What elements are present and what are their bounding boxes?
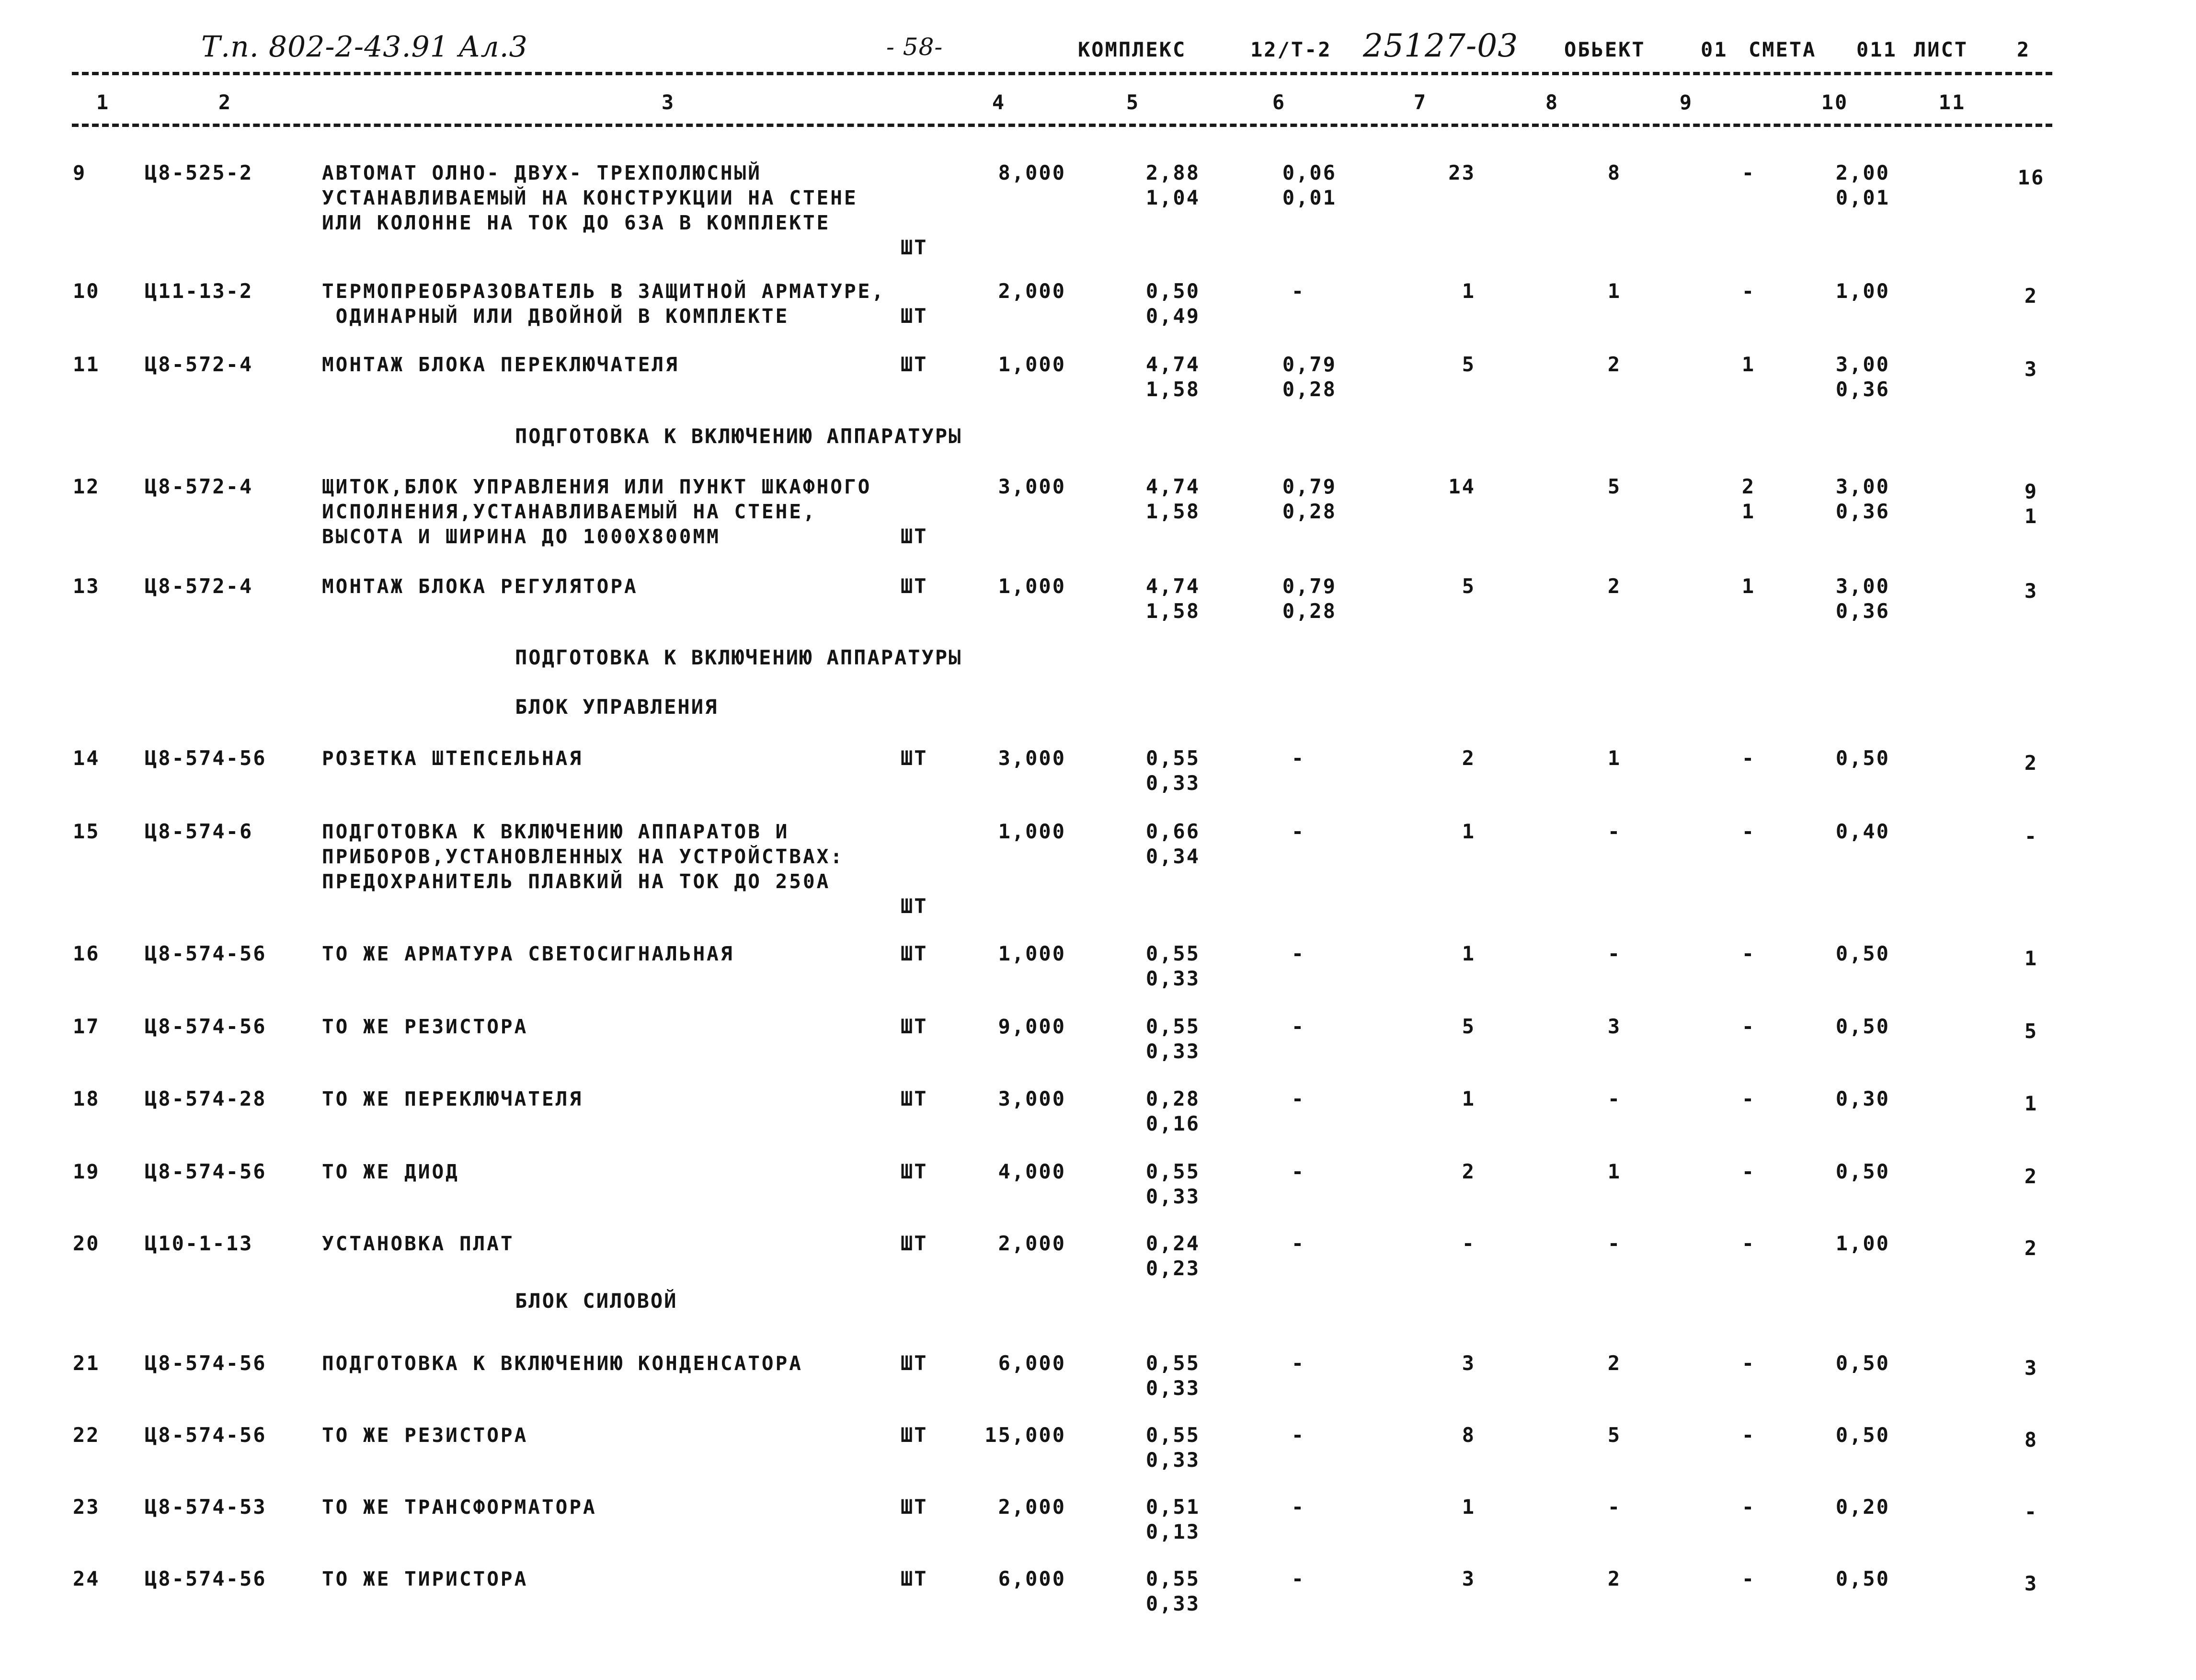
item-description: МОНТАЖ БЛОКА РЕГУЛЯТОРА [322,575,638,598]
unit-of-measure: ШТ [901,304,928,328]
col8-value: 5 [1607,1423,1622,1447]
col6-value: 0,28 [1282,599,1337,623]
col9-value: - [1741,1351,1756,1375]
cost-code: Ц11-13-2 [145,279,253,303]
cost-code: Ц8-574-56 [145,1567,267,1590]
complex-label: КОМПЛЕКС [1078,38,1187,61]
col5-value: 4,74 [1145,574,1200,598]
col6-value: 0,79 [1282,574,1337,598]
row-number: 11 [73,353,100,376]
item-description: ПОДГОТОВКА К ВКЛЮЧЕНИЮ АППАРАТОВ И [322,820,789,843]
section-heading: ПОДГОТОВКА К ВКЛЮЧЕНИЮ АППАРАТУРЫ [515,646,962,669]
item-description: ИЛИ КОЛОННЕ НА ТОК ДО 63А В КОМПЛЕКТЕ [322,211,831,234]
col7-value: 8 [1462,1423,1475,1447]
col8-value: 8 [1607,161,1622,184]
col9-value: 2 [1741,475,1756,498]
page-number: - 58- [886,33,943,61]
row-number: 21 [73,1351,100,1375]
col7-value: 5 [1462,353,1475,376]
column-header-10: 10 [1821,91,1849,114]
col8-value: - [1607,942,1622,965]
col7-value: 1 [1462,279,1475,303]
col10-value: 0,20 [1835,1495,1890,1519]
column-header-11: 11 [1938,91,1966,114]
section-heading: ПОДГОТОВКА К ВКЛЮЧЕНИЮ АППАРАТУРЫ [515,424,962,448]
col6-value: - [1291,1232,1305,1255]
col9-value: - [1741,161,1756,184]
col11-value: 3 [2024,1572,2038,1595]
col7-value: 1 [1462,820,1475,843]
col5-value: 0,33 [1145,1376,1200,1400]
quantity: 8,000 [998,161,1066,184]
item-description: ПРИБОРОВ,УСТАНОВЛЕННЫХ НА УСТРОЙСТВАХ: [322,845,844,868]
estimate-number: 011 [1856,38,1897,61]
row-number: 19 [73,1160,100,1183]
cost-code: Ц8-574-56 [145,746,267,770]
col5-value: 4,74 [1145,353,1200,376]
col11-value: 16 [2017,166,2045,189]
row-number: 13 [73,574,100,598]
row-number: 23 [73,1495,100,1519]
item-description: АВТОМАТ ОЛНО- ДВУХ- ТРЕХПОЛЮСНЫЙ [322,161,762,184]
col6-value: - [1291,1015,1305,1038]
cost-code: Ц8-574-56 [145,1351,267,1375]
cost-code: Ц8-574-6 [145,820,253,843]
unit-of-measure: ШТ [901,353,928,376]
col11-value: 3 [2024,1356,2038,1380]
col7-value: 3 [1462,1351,1475,1375]
quantity: 1,000 [998,353,1066,376]
unit-of-measure: ШТ [901,942,928,965]
col7-value: 1 [1462,1495,1475,1519]
col5-value: 0,55 [1145,746,1200,770]
col10-value: 0,36 [1835,377,1890,401]
col5-value: 0,24 [1145,1232,1200,1255]
cost-code: Ц8-574-56 [145,1423,267,1447]
quantity: 1,000 [998,942,1066,965]
col7-value: - [1462,1232,1475,1255]
col11-value: 2 [2024,1165,2038,1188]
document-reference: Т.п. 802-2-43.91 Ал.3 [201,30,528,64]
column-header-8: 8 [1545,91,1559,114]
col6-value: 0,79 [1282,475,1337,498]
item-description: ТО ЖЕ ТИРИСТОРА [322,1567,528,1590]
row-number: 16 [73,942,100,965]
item-description: ПОДГОТОВКА К ВКЛЮЧЕНИЮ КОНДЕНСАТОРА [322,1352,803,1375]
cost-code: Ц8-525-2 [145,161,253,184]
column-header-1: 1 [96,91,110,114]
col5-value: 0,33 [1145,1185,1200,1208]
col8-value: 2 [1607,353,1622,376]
item-description: ПРЕДОХРАНИТЕЛЬ ПЛАВКИЙ НА ТОК ДО 250А [322,870,831,893]
column-header-9: 9 [1679,91,1693,114]
cost-code: Ц8-572-4 [145,475,253,498]
col9-value: - [1741,1567,1756,1590]
header-rule-bottom [72,124,2052,127]
col5-value: 0,33 [1145,771,1200,795]
col5-value: 1,04 [1145,186,1200,209]
unit-of-measure: ШТ [901,1015,928,1038]
col6-value: - [1291,1160,1305,1183]
unit-of-measure: ШТ [901,1087,928,1110]
col8-value: 2 [1607,574,1622,598]
cost-code: Ц8-574-28 [145,1087,267,1110]
estimate-label: СМЕТА [1749,38,1817,61]
column-header-4: 4 [992,91,1006,114]
unit-of-measure: ШТ [901,236,928,259]
col5-value: 1,58 [1145,377,1200,401]
complex-code: 12/Т-2 [1250,38,1332,61]
col5-value: 0,33 [1145,1040,1200,1063]
column-header-3: 3 [661,91,675,114]
col6-value: - [1291,820,1305,843]
item-description: ТЕРМОПРЕОБРАЗОВАТЕЛЬ В ЗАЩИТНОЙ АРМАТУРЕ, [322,280,886,303]
col5-value: 1,58 [1145,500,1200,523]
col5-value: 0,13 [1145,1520,1200,1543]
col7-value: 2 [1462,746,1475,770]
col11-value: 2 [2024,1236,2038,1260]
item-description: МОНТАЖ БЛОКА ПЕРЕКЛЮЧАТЕЛЯ [322,353,679,376]
row-number: 15 [73,820,100,843]
col9-value: - [1741,1087,1756,1110]
col8-value: - [1607,1232,1622,1255]
col8-value: 2 [1607,1567,1622,1590]
item-description: РОЗЕТКА ШТЕПСЕЛЬНАЯ [322,747,583,770]
col11-value: 2 [2024,751,2038,775]
item-description: УСТАНАВЛИВАЕМЫЙ НА КОНСТРУКЦИИ НА СТЕНЕ [322,186,858,209]
col6-value: - [1291,1423,1305,1447]
row-number: 10 [73,279,100,303]
row-number: 14 [73,746,100,770]
quantity: 2,000 [998,1232,1066,1255]
col5-value: 0,33 [1145,967,1200,990]
item-description: ТО ЖЕ ДИОД [322,1160,459,1183]
col10-value: 1,00 [1835,1232,1890,1255]
col6-value: 0,28 [1282,377,1337,401]
col5-value: 0,33 [1145,1448,1200,1472]
col5-value: 0,50 [1145,279,1200,303]
col9-value: - [1741,1495,1756,1519]
col9-value: 1 [1741,500,1756,523]
col7-value: 1 [1462,942,1475,965]
column-header-2: 2 [218,91,232,114]
col6-value: - [1291,746,1305,770]
object-number: 01 [1701,38,1728,61]
item-description: ТО ЖЕ ПЕРЕКЛЮЧАТЕЛЯ [322,1087,583,1110]
col10-value: 0,01 [1835,186,1890,209]
row-number: 18 [73,1087,100,1110]
col10-value: 0,50 [1835,1160,1890,1183]
row-number: 12 [73,475,100,498]
item-description: ТО ЖЕ РЕЗИСТОРА [322,1015,528,1038]
col11-value: 2 [2024,284,2038,308]
quantity: 6,000 [998,1351,1066,1375]
sheet-label: ЛИСТ [1914,38,1968,61]
quantity: 2,000 [998,1495,1066,1519]
quantity: 4,000 [998,1160,1066,1183]
col6-value: - [1291,1567,1305,1590]
col10-value: 0,50 [1835,1351,1890,1375]
col10-value: 3,00 [1835,475,1890,498]
object-label: ОБЬЕКТ [1564,38,1646,61]
col7-value: 5 [1462,574,1475,598]
cost-code: Ц8-572-4 [145,574,253,598]
col8-value: 1 [1607,746,1622,770]
item-description: ТО ЖЕ ТРАНСФОРМАТОРА [322,1496,597,1519]
col5-value: 0,28 [1145,1087,1200,1110]
unit-of-measure: ШТ [901,894,928,918]
quantity: 15,000 [984,1423,1066,1447]
col7-value: 3 [1462,1567,1475,1590]
col6-value: - [1291,1087,1305,1110]
section-heading: БЛОК УПРАВЛЕНИЯ [515,695,719,719]
col5-value: 2,88 [1145,161,1200,184]
col10-value: 0,50 [1835,746,1890,770]
col9-value: 1 [1741,353,1756,376]
col5-value: 0,16 [1145,1112,1200,1135]
col7-value: 1 [1462,1087,1475,1110]
cost-code: Ц8-572-4 [145,353,253,376]
col11-value: 1 [2024,1092,2038,1115]
unit-of-measure: ШТ [901,1495,928,1519]
col9-value: - [1741,1160,1756,1183]
col10-value: 0,30 [1835,1087,1890,1110]
col10-value: 2,00 [1835,161,1890,184]
header-rule-top [72,72,2052,75]
col8-value: 1 [1607,1160,1622,1183]
cost-code: Ц8-574-56 [145,1015,267,1038]
col5-value: 0,33 [1145,1592,1200,1615]
col5-value: 0,55 [1145,1015,1200,1038]
unit-of-measure: ШТ [901,746,928,770]
quantity: 1,000 [998,820,1066,843]
col8-value: - [1607,1495,1622,1519]
col8-value: 2 [1607,1351,1622,1375]
col8-value: 1 [1607,279,1622,303]
col8-value: - [1607,1087,1622,1110]
col5-value: 0,55 [1145,1160,1200,1183]
col10-value: 0,36 [1835,599,1890,623]
cost-code: Ц8-574-56 [145,1160,267,1183]
unit-of-measure: ШТ [901,1351,928,1375]
col9-value: - [1741,1423,1756,1447]
unit-of-measure: ШТ [901,1160,928,1183]
col5-value: 1,58 [1145,599,1200,623]
row-number: 24 [73,1567,100,1590]
col10-value: 0,50 [1835,942,1890,965]
col10-value: 0,50 [1835,1567,1890,1590]
row-number: 20 [73,1232,100,1255]
col9-value: 1 [1741,574,1756,598]
col9-value: - [1741,820,1756,843]
col5-value: 4,74 [1145,475,1200,498]
col9-value: - [1741,279,1756,303]
col6-value: 0,01 [1282,186,1337,209]
col9-value: - [1741,942,1756,965]
col10-value: 0,50 [1835,1423,1890,1447]
col10-value: 0,36 [1835,500,1890,523]
col10-value: 0,40 [1835,820,1890,843]
col10-value: 3,00 [1835,574,1890,598]
section-heading: БЛОК СИЛОВОЙ [515,1289,678,1313]
col11-value: 1 [2024,947,2038,970]
column-header-6: 6 [1272,91,1286,114]
col8-value: - [1607,820,1622,843]
col7-value: 23 [1448,161,1475,184]
column-header-7: 7 [1413,91,1428,114]
quantity: 3,000 [998,475,1066,498]
item-description: ИСПОЛНЕНИЯ,УСТАНАВЛИВАЕМЫЙ НА СТЕНЕ, [322,500,817,523]
col11-value: - [2024,824,2038,848]
unit-of-measure: ШТ [901,1567,928,1590]
col6-value: - [1291,1351,1305,1375]
col5-value: 0,66 [1145,820,1200,843]
item-description: УСТАНОВКА ПЛАТ [322,1232,515,1255]
col6-value: - [1291,279,1305,303]
cost-code: Ц8-574-53 [145,1495,267,1519]
col11-value: 3 [2024,357,2038,381]
col8-value: 3 [1607,1015,1622,1038]
col10-value: 3,00 [1835,353,1890,376]
quantity: 2,000 [998,279,1066,303]
item-description: ТО ЖЕ АРМАТУРА СВЕТОСИГНАЛЬНАЯ [322,942,734,965]
col6-value: 0,79 [1282,353,1337,376]
col5-value: 0,34 [1145,845,1200,868]
item-description: ВЫСОТА И ШИРИНА ДО 1000Х800ММ [322,525,721,548]
col9-value: - [1741,746,1756,770]
item-description: ОДИНАРНЫЙ ИЛИ ДВОЙНОЙ В КОМПЛЕКТЕ [322,305,789,328]
col6-value: 0,28 [1282,500,1337,523]
column-header-5: 5 [1126,91,1140,114]
quantity: 6,000 [998,1567,1066,1590]
unit-of-measure: ШТ [901,525,928,548]
quantity: 3,000 [998,1087,1066,1110]
col11-value: 8 [2024,1428,2038,1451]
col5-value: 0,55 [1145,1567,1200,1590]
col7-value: 14 [1448,475,1475,498]
unit-of-measure: ШТ [901,1423,928,1447]
col10-value: 0,50 [1835,1015,1890,1038]
sheet-number: 2 [2017,38,2031,61]
col5-value: 0,23 [1145,1257,1200,1280]
col6-value: - [1291,942,1305,965]
col7-value: 2 [1462,1160,1475,1183]
unit-of-measure: ШТ [901,574,928,598]
col11-value: - [2024,1500,2038,1523]
col5-value: 0,55 [1145,1351,1200,1375]
cost-code: Ц8-574-56 [145,942,267,965]
col6-value: - [1291,1495,1305,1519]
col5-value: 0,55 [1145,942,1200,965]
cost-code: Ц10-1-13 [145,1232,253,1255]
col11-value: 9 [2024,480,2038,503]
unit-of-measure: ШТ [901,1232,928,1255]
item-description: ЩИТОК,БЛОК УПРАВЛЕНИЯ ИЛИ ПУНКТ ШКАФНОГО [322,475,872,498]
col7-value: 5 [1462,1015,1475,1038]
col11-value: 3 [2024,579,2038,603]
col5-value: 0,49 [1145,304,1200,328]
row-number: 22 [73,1423,100,1447]
quantity: 9,000 [998,1015,1066,1038]
col10-value: 1,00 [1835,279,1890,303]
col6-value: 0,06 [1282,161,1337,184]
col9-value: - [1741,1232,1756,1255]
col5-value: 0,51 [1145,1495,1200,1519]
col11-value: 5 [2024,1019,2038,1043]
col11-value: 1 [2024,504,2038,528]
col5-value: 0,55 [1145,1423,1200,1447]
col9-value: - [1741,1015,1756,1038]
complex-handwritten-code: 25127-03 [1363,27,1519,64]
quantity: 3,000 [998,746,1066,770]
item-description: ТО ЖЕ РЕЗИСТОРА [322,1424,528,1447]
col8-value: 5 [1607,475,1622,498]
row-number: 17 [73,1015,100,1038]
row-number: 9 [73,161,87,184]
quantity: 1,000 [998,574,1066,598]
